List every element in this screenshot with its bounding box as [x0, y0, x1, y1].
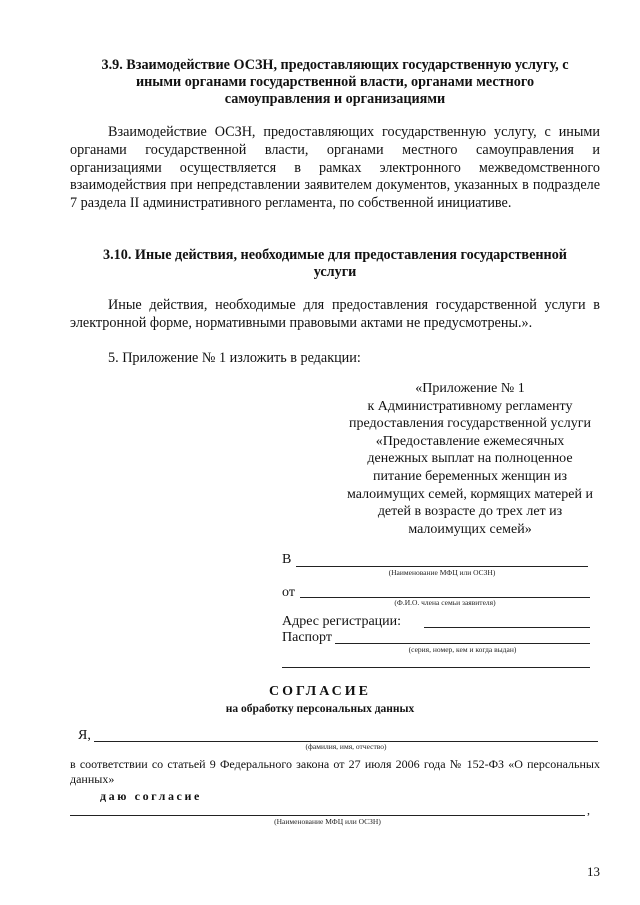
- section-3-9-heading: [70, 57, 600, 108]
- appendix-line: предоставления государственной услуги: [349, 416, 591, 432]
- appendix-header: [335, 380, 605, 538]
- heading-line: 3.9. Взаимодействие ОСЗН, предоставляющих государственную услугу, с: [101, 57, 569, 73]
- passport-hint: (серия, номер, кем и когда выдан): [408, 645, 517, 654]
- item-5-text: 5. Приложение № 1 изложить в редакции:: [108, 350, 361, 366]
- page-number: 13: [587, 864, 600, 879]
- passport-label: Паспорт: [282, 630, 332, 645]
- law-text: в соответствии со статьей 9 Федерального закона от 27 июля 2006 года № 152-ФЗ «О персональных данных»: [70, 757, 600, 786]
- extra-field-line[interactable]: [282, 667, 590, 668]
- comma: ,: [587, 803, 590, 817]
- org-field-line[interactable]: [70, 815, 585, 816]
- give-consent-text: даю согласие: [100, 789, 202, 803]
- to-label: В: [282, 552, 292, 567]
- appendix-line: малоимущих семей»: [408, 521, 532, 537]
- appendix-line: «Приложение № 1: [415, 381, 525, 396]
- heading-line: самоуправления и организациями: [224, 91, 446, 107]
- to-field-line[interactable]: [296, 566, 588, 567]
- appendix-line: «Предоставление ежемесячных: [375, 433, 565, 449]
- appendix-line: денежных выплат на полноценное: [367, 451, 573, 467]
- heading-line: услуги: [313, 264, 357, 280]
- i-label: Я,: [78, 728, 91, 743]
- appendix-line: малоимущих семей, кормящих матерей и: [347, 486, 593, 502]
- section-3-9-body: Взаимодействие ОСЗН, предоставляющих государственную услугу, с иными органами государственной власти, органами местного самоуправления и организациями осуществляется в рамках электронного межведомственного взаимодействия при непредставлении заявителем документов, указанных в подразделе 7 раздела II административного регламента, по собственной инициативе.: [70, 124, 600, 212]
- section-3-10-heading: [70, 247, 600, 281]
- org-hint: (Наименование МФЦ или ОСЗН): [274, 817, 381, 826]
- from-label: от: [282, 585, 295, 600]
- passport-field-line[interactable]: [335, 643, 590, 644]
- from-hint: (Ф.И.О. члена семьи заявителя): [394, 598, 496, 607]
- appendix-line: детей в возрасте до трех лет из: [377, 504, 563, 520]
- heading-line: 3.10. Иные действия, необходимые для предоставления государственной: [102, 247, 567, 263]
- appendix-line: питание беременных женщин из: [373, 468, 567, 484]
- address-label: Адрес регистрации:: [282, 614, 402, 629]
- heading-line: иными органами государственной власти, органами местного: [135, 74, 535, 90]
- consent-title: СОГЛАСИЕ: [269, 684, 371, 699]
- name-hint: (фамилия, имя, отчество): [305, 742, 387, 751]
- to-hint: (Наименование МФЦ или ОСЗН): [388, 568, 496, 577]
- address-field-line[interactable]: [424, 627, 590, 628]
- appendix-line: к Административному регламенту: [367, 398, 573, 414]
- consent-subtitle: на обработку персональных данных: [225, 703, 415, 715]
- section-3-10-body: Иные действия, необходимые для предоставления государственной услуги в электронной форме, нормативными правовыми актами не предусмотрены.».: [70, 297, 600, 331]
